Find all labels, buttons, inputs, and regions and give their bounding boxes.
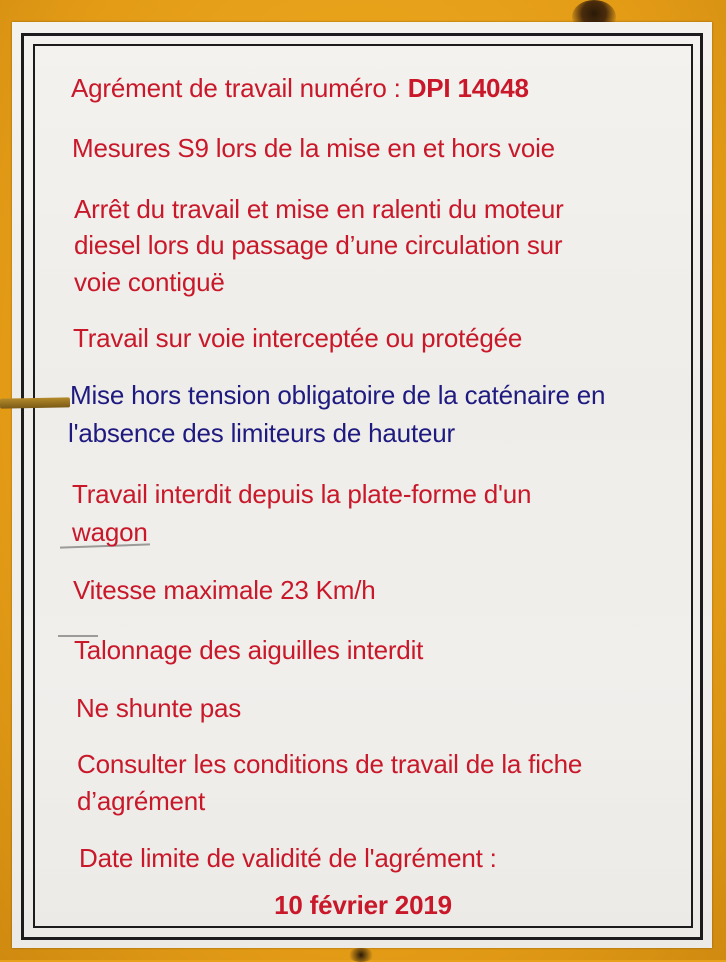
wagon-line-1: Travail interdit depuis la plate-forme d'un (72, 479, 532, 509)
stop-work-line-2: diesel lors du passage d’une circulation sur (74, 230, 563, 260)
approval-number: DPI 14048 (407, 73, 529, 103)
approval-label: Agrément de travail numéro : (71, 73, 408, 103)
switches-line: Talonnage des aiguilles interdit (74, 635, 424, 665)
consult-line-1: Consulter les conditions de travail de la fiche (77, 749, 583, 779)
validity-label: Date limite de validité de l'agrément : (79, 843, 497, 873)
stop-work-line-3: voie contiguë (74, 267, 225, 297)
validity-date (33, 887, 693, 923)
track-line: Travail sur voie interceptée ou protégée (73, 323, 523, 353)
consult-line-2: d’agrément (77, 786, 206, 816)
validity-date-value: 10 février 2019 (274, 890, 452, 920)
speed-line: Vitesse maximale 23 Km/h (73, 575, 376, 605)
wagon-line-2: wagon (72, 517, 148, 547)
stop-work-line-1: Arrêt du travail et mise en ralenti du moteur (74, 194, 564, 224)
shunt-line: Ne shunte pas (76, 693, 242, 723)
catenary-line-2: l'absence des limiteurs de hauteur (68, 418, 455, 448)
approval-number-line (71, 70, 529, 106)
measures-line: Mesures S9 lors de la mise en et hors voie (72, 133, 555, 163)
nail (0, 397, 70, 408)
catenary-line-1: Mise hors tension obligatoire de la caténaire en (70, 380, 606, 410)
